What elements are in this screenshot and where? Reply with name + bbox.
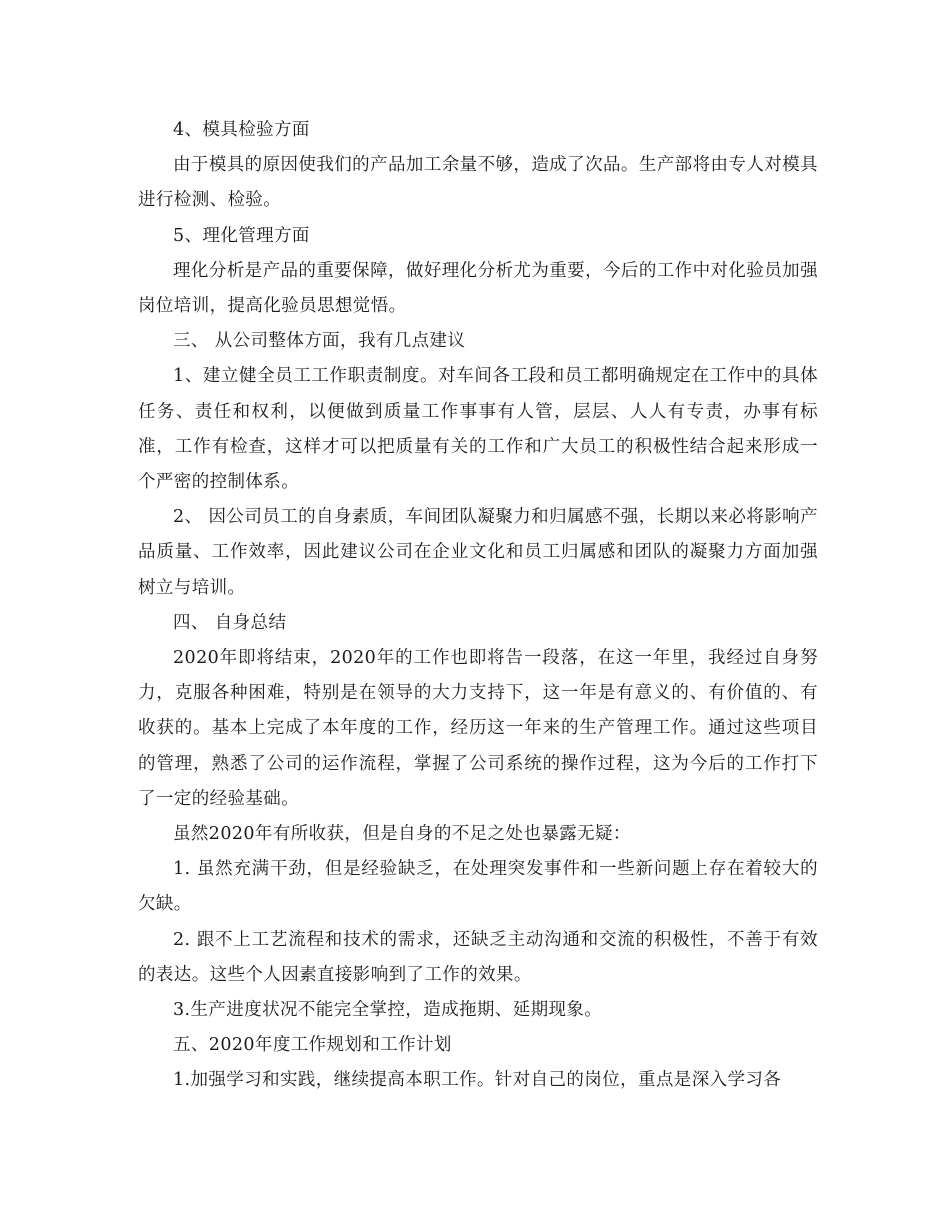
section-heading-self-summary: 四、 自身总结	[173, 612, 287, 633]
paragraph-shortcoming-1: 1. 虽然充满干劲，但是经验缺乏，在处理突发事件和一些新问题上存在着较大的欠缺。	[138, 859, 818, 915]
section-heading-mold-inspection: 4、模具检验方面	[173, 120, 310, 140]
paragraph-shortcoming-2: 2. 跟不上工艺流程和技术的需求，还缺乏主动沟通和交流的积极性，不善于有效的表达。这些个人因素直接影响到了工作的效果。	[138, 929, 818, 985]
paragraph-suggestion-2: 2、 因公司员工的自身素质，车间团队凝聚力和归属感不强，长期以来必将影响产品质量、工作效率，因此建议公司在企业文化和员工归属感和团队的凝聚力方面加强树立与培训。	[138, 507, 818, 598]
paragraph-shortcoming-3: 3.生产进度状况不能完全掌控，造成拖期、延期现象。	[173, 1000, 603, 1021]
paragraph-shortcomings-intro: 虽然2020年有所收获，但是自身的不足之处也暴露无疑：	[173, 824, 631, 845]
paragraph-work-plan-1: 1.加强学习和实践，继续提高本职工作。针对自己的岗位，重点是深入学习各	[173, 1070, 782, 1091]
paragraph-suggestion-1: 1、建立健全员工工作职责制度。对车间各工段和员工都明确规定在工作中的具体任务、责任和权利，以便做到质量工作事事有人管，层层、人人有专责，办事有标准，工作有检查，这样才可以把质量有关的工作和广大员工的积极性结合起来形成一个严密的控制体系。	[138, 366, 818, 493]
section-heading-company-suggestions: 三、 从公司整体方面，我有几点建议	[173, 331, 466, 352]
paragraph-mold-inspection: 由于模具的原因使我们的产品加工余量不够，造成了次品。生产部将由专人对模具进行检测、检验。	[138, 155, 818, 211]
section-heading-physicochemical-management: 5、理化管理方面	[173, 225, 310, 246]
paragraph-physicochemical-management: 理化分析是产品的重要保障，做好理化分析尤为重要，今后的工作中对化验员加强岗位培训，提高化验员思想觉悟。	[138, 260, 818, 317]
section-heading-work-plan: 五、2020年度工作规划和工作计划	[173, 1035, 452, 1056]
document-body	[138, 113, 818, 1099]
paragraph-self-summary: 2020年即将结束，2020年的工作也即将告一段落，在这一年里，我经过自身努力，克服各种困难，特别是在领导的大力支持下，这一年是有意义的、有价值的、有收获的。基本上完成了本年度的工作，经历这一年来的生产管理工作。通过这些项目的管理，熟悉了公司的运作流程，掌握了公司系统的操作过程，这为今后的工作打下了一定的经验基础。	[138, 648, 818, 809]
